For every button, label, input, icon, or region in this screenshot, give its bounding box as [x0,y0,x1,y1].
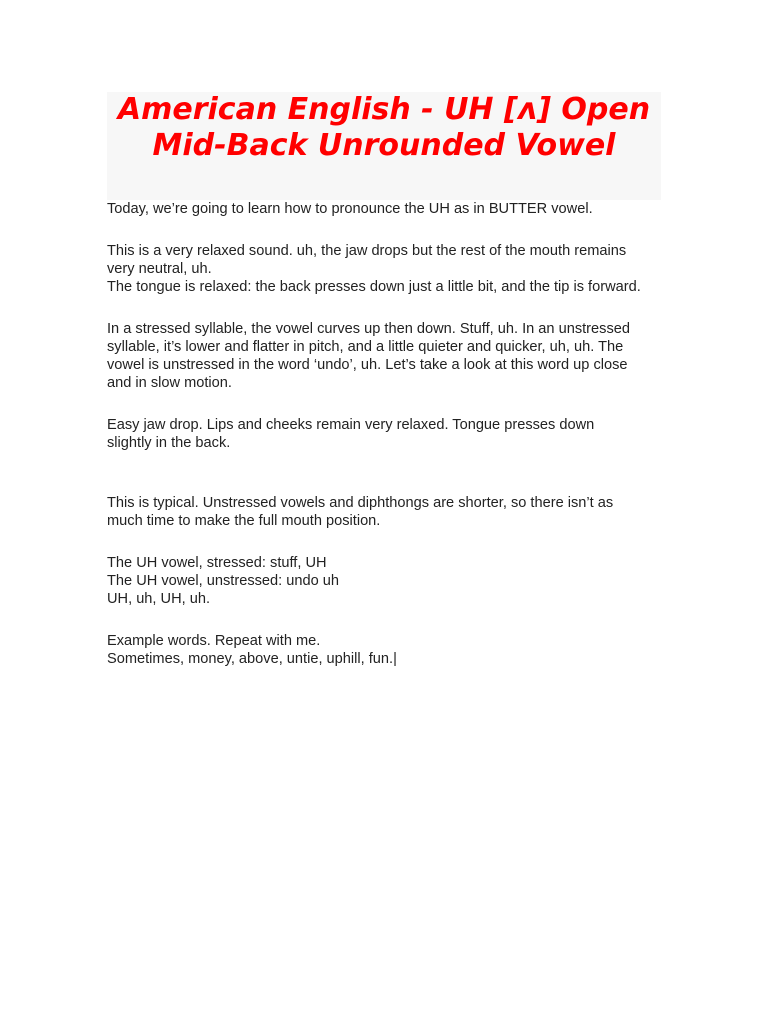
paragraph-spacer [107,608,667,632]
document-body [107,200,667,668]
paragraph-example-words [107,632,667,668]
text-line: Today, we’re going to learn how to pronounce the UH as in BUTTER vowel. [107,201,593,217]
paragraph-spacer [107,392,667,416]
text-line: The UH vowel, unstressed: undo uh [107,573,340,589]
paragraph-typical [107,494,667,530]
text-line: Sometimes, money, above, untie, uphill, fun.| [107,651,397,667]
paragraph-jaw-drop [107,416,667,452]
text-line: This is typical. Unstressed vowels and diphthongs are shorter, so there isn’t as [107,495,614,511]
text-line: and in slow motion. [107,375,232,391]
paragraph-spacer [107,296,667,320]
title-line-2: Mid-Back Unrounded Vowel [152,128,616,163]
paragraph-stressed-syllable [107,320,667,392]
title-line-1: American English - UH [ʌ] Open [117,92,651,127]
text-line: Example words. Repeat with me. [107,633,321,649]
text-line: syllable, it’s lower and flatter in pitch, and a little quieter and quicker, uh, uh. The [107,339,624,355]
text-line: The tongue is relaxed: the back presses down just a little bit, and the tip is forward. [107,279,641,295]
text-line: vowel is unstressed in the word ‘undo’, uh. Let’s take a look at this word up close [107,357,628,373]
text-line: The UH vowel, stressed: stuff, UH [107,555,327,571]
text-line: UH, uh, UH, uh. [107,591,211,607]
paragraph-spacer [107,530,667,554]
text-line: very neutral, uh. [107,261,212,277]
paragraph-intro [107,200,667,218]
text-line: Easy jaw drop. Lips and cheeks remain very relaxed. Tongue presses down [107,417,595,433]
text-line: much time to make the full mouth position. [107,513,381,529]
paragraph-spacer [107,452,667,494]
paragraph-uh-vowel [107,554,667,608]
text-line: In a stressed syllable, the vowel curves up then down. Stuff, uh. In an unstressed [107,321,630,337]
title-block [107,92,661,200]
text-line: This is a very relaxed sound. uh, the jaw drops but the rest of the mouth remains [107,243,627,259]
paragraph-spacer [107,218,667,242]
paragraph-relaxed-sound [107,242,667,296]
page-title [107,92,661,164]
text-line: slightly in the back. [107,435,231,451]
